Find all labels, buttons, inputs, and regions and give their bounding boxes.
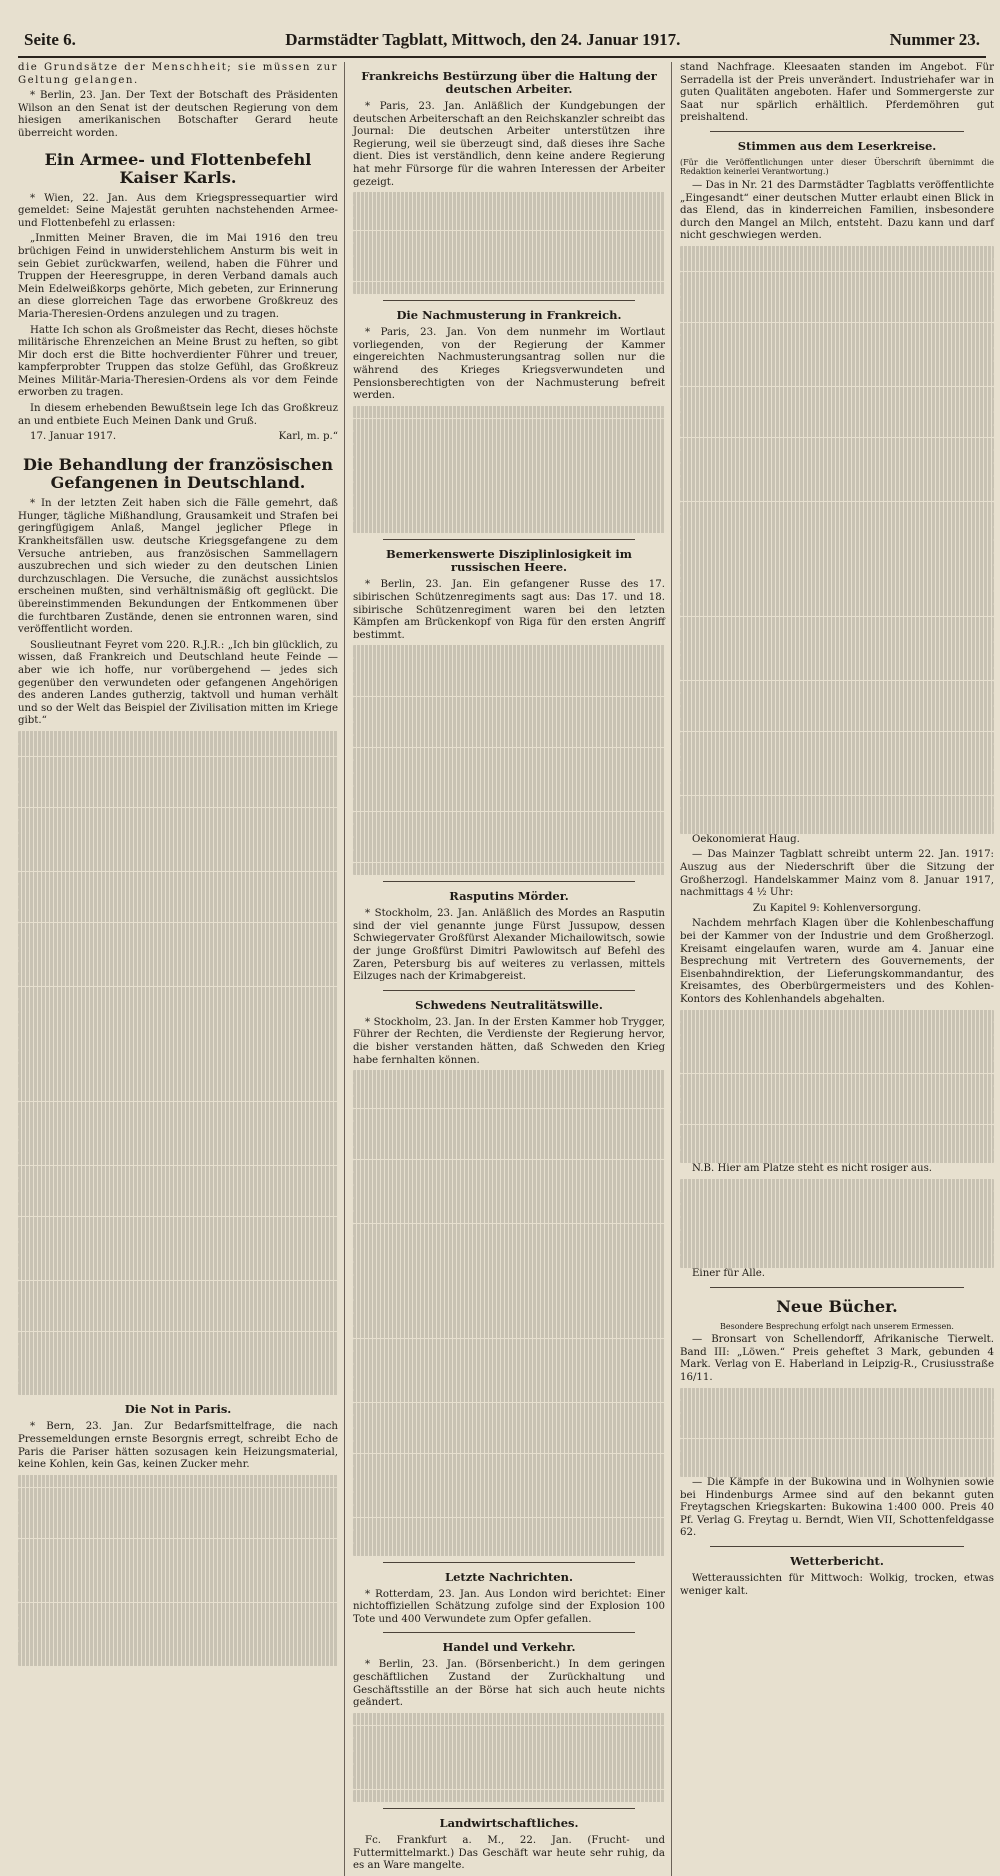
armee-paragraph-1: * Wien, 22. Jan. Aus dem Kriegspressequartier wird gemeldet: Seine Majestät geruhten nachstehenden Armee- und Flottenbefehl zu erlassen: <box>18 192 338 229</box>
heading-nachmusterung: Die Nachmusterung in Frankreich. <box>396 308 622 323</box>
heading-neue-buecher: Neue Bücher. <box>776 1296 898 1316</box>
einer-signature: Einer für Alle. <box>692 1268 765 1280</box>
paris-paragraph: * Bern, 23. Jan. Zur Bedarfsmittelfrage, die nach Pressemeldungen ernste Besorgnis erregt, schreibt Echo de Paris die Pariser hätten sozusagen kein Heizungsmaterial, keine Kohlen, kein Gas, keinen Zucker mehr. <box>18 1421 338 1471</box>
frankreich-body-continued <box>353 192 665 294</box>
heading-rasputins-moerder: Rasputins Mörder. <box>449 889 569 904</box>
issue-number: Nummer 23. <box>889 30 980 49</box>
heading-behandlung: Die Behandlung der französischen Gefangenen in Deutschland. <box>22 455 334 493</box>
buch-body-continued <box>680 1388 994 1477</box>
masthead <box>18 26 986 58</box>
col3-intro: stand Nachfrage. Kleesaaten standen im Angebot. Für Serradella ist der Preis unverändert. Industriehafer war in guten Qualitäten angeboten. Hafer und Sommergerste zur Saat nur spärlich erhältlich. Pferdemöhren gut preishaltend. <box>680 62 994 124</box>
kapitel-heading: Zu Kapitel 9: Kohlenversorgung. <box>752 902 922 914</box>
kohlen-body-continued <box>680 1010 994 1163</box>
heading-letzte-nachrichten: Letzte Nachrichten. <box>445 1569 573 1584</box>
heading-landwirtschaftliches: Landwirtschaftliches. <box>439 1816 579 1831</box>
mainz-paragraph: — Das Mainzer Tagblatt schreibt unterm 22. Jan. 1917: Auszug aus der Niederschrift über die Sitzung der Großherzogl. Handelskammer Mainz vom 8. Januar 1917, nachmittags 4 ½ Uhr: <box>680 849 994 899</box>
stimmen-body-continued <box>680 246 994 834</box>
column-1 <box>18 62 345 1876</box>
columns <box>18 62 994 1872</box>
col1-berlin-paragraph: * Berlin, 23. Jan. Der Text der Botschaft des Präsidenten Wilson an den Senat ist der deutschen Regierung von dem hiesigen amerikanischen Botschafter Gerard heute überreicht worden. <box>18 90 338 139</box>
heading-disziplinlosigkeit: Bemerkenswerte Disziplinlosigkeit im russischen Heere. <box>386 547 632 575</box>
buch-paragraph-2: — Die Kämpfe in der Bukowina und in Wolhynien sowie bei Hindenburgs Armee sind auf den bekannt guten Freytagschen Kriegskarten: Bukowina 1:400 000. Preis 40 Pf. Verlag G. Freytag u. Berndt, Wien VII, Schottenfeldgasse 62. <box>680 1476 994 1539</box>
heading-wetterbericht: Wetterbericht. <box>790 1553 884 1568</box>
disziplin-body-continued <box>353 645 665 875</box>
stimmen-signature: Oekonomierat Haug. <box>692 833 800 845</box>
heading-schweden: Schwedens Neutralitätswille. <box>415 997 603 1012</box>
behandlung-body-continued <box>18 731 338 1395</box>
page-number: Seite 6. <box>24 30 76 49</box>
handel-body-continued <box>353 1713 665 1802</box>
nb-paragraph: N.B. Hier am Platze steht es nicht rosiger aus. <box>692 1162 933 1174</box>
heading-not-in-paris: Die Not in Paris. <box>124 1402 232 1417</box>
stimmen-note: (Für die Veröffentlichungen unter dieser Überschrift übernimmt die Redaktion keinerlei Verantwortung.) <box>680 157 994 177</box>
kohlen-paragraph: Nachdem mehrfach Klagen über die Kohlenbeschaffung bei der Kammer von der Industrie und dem Großherzogl. Kreisamt eingelaufen waren, wurde am 4. Januar eine Besprechung mit Vertretern des Gouvernements, der Eisenbahndirektion, der Lieferungskommandantur, des Kreisamtes, des Oberbürgermeisters und des Kohlen-Kontors des Kohlenhandels abgehalten. <box>680 918 994 1005</box>
wetter-paragraph: Wetteraussichten für Mittwoch: Wolkig, trocken, etwas weniger kalt. <box>680 1572 994 1597</box>
handel-paragraph: * Berlin, 23. Jan. (Börsenbericht.) In dem geringen geschäftlichen Zustand der Zurückhaltung und Geschäftsstille an der Börse hat sich auch heute nichts geändert. <box>353 1659 665 1709</box>
stimmen-paragraph: — Das in Nr. 21 des Darmstädter Tagblatts veröffentlichte „Eingesandt“ einer deutschen Mutter erlaubt einen Blick in das Elend, das in kinderreichen Familien, insbesondere durch den Mangel an Milch, entsteht. Dazu kann und darf nicht geschwiegen werden. <box>680 179 994 242</box>
rasputin-paragraph: * Stockholm, 23. Jan. Anläßlich des Mordes an Rasputin sind der viel genannte junge Fürst Jussupow, dessen Schwiegervater Großfürst Alexander Michailowitsch, sowie der junge Großfürst Dimitri Pawlowitsch auf Befehl des Zaren, Petersburg bis auf weiteres zu verlassen, mittels Eilzuges nach der Krimabgereist. <box>353 908 665 983</box>
armee-paragraph-2: „Inmitten Meiner Braven, die im Mai 1916 den treu brüchigen Feind in unwiderstehlichem Ansturm bis weit in sein Gebiet zurückwarfen, weilend, haben die Führer und Truppen der Heeresgruppe, in deren Verband damals auch Mein Edelweißkorps gehörte, Mich gebeten, zur Erinnerung an diese glorreichen Tage das erworbene Großkreuz des Maria-Theresien-Ordens anzulegen und zu tragen. <box>18 233 338 320</box>
schweden-paragraph: * Stockholm, 23. Jan. In der Ersten Kammer hob Trygger, Führer der Rechten, die Verdienste der Regierung hervor, die bisher verstanden hätten, daß Schweden den Krieg habe fernhalten können. <box>353 1016 665 1066</box>
col1-intro: die Grundsätze der Menschheit; sie müssen zur Geltung gelangen. <box>18 62 338 86</box>
paris-body-continued <box>18 1475 338 1667</box>
column-2 <box>353 62 672 1876</box>
heading-frankreich-bestuerzung: Frankreichs Bestürzung über die Haltung der deutschen Arbeiter. <box>361 69 657 96</box>
buch-paragraph-1: — Bronsart von Schellendorff, Afrikanische Tierwelt. Band III: „Löwen.“ Preis geheftet 3 Mark, gebunden 4 Mark. Verlag von E. Haberland in Leipzig-R., Crusiusstraße 16/11. <box>680 1334 994 1383</box>
column-3 <box>680 62 1000 1876</box>
heading-stimmen-leserkreise: Stimmen aus dem Leserkreise. <box>737 138 937 153</box>
disziplin-paragraph: * Berlin, 23. Jan. Ein gefangener Russe des 17. sibirischen Schützenregiments sagt aus: Das 17. und 18. sibirische Schützenregiment waren bei den letzten Kämpfen am Brückenkopf von Riga für den ersten Angriff bestimmt. <box>353 579 665 641</box>
nachmusterung-paragraph: * Paris, 23. Jan. Von dem nunmehr im Wortlaut vorliegenden, von der Regierung der Kammer eingereichten Nachmusterungsantrag sollen nur die während des Krieges Kriegsverwundeten und Pensionsberechtigten von der Nachmusterung befreit werden. <box>353 327 665 402</box>
armee-paragraph-4: In diesem erhebenden Bewußtsein lege Ich das Großkreuz an und entbiete Euch Meinen Dank und Gruß. <box>18 403 338 427</box>
nachmusterung-body-continued <box>353 406 665 534</box>
buecher-note: Besondere Besprechung erfolgt nach unserem Ermessen. <box>720 1321 954 1331</box>
behandlung-paragraph-1: * In der letzten Zeit haben sich die Fälle gemehrt, daß Hunger, tägliche Mißhandlung, Grausamkeit und Strafen bei geringfügigem Anlaß, Mangel jeglicher Pflege in Krankheitsfällen usw. deutsche Kriegsgefangene zu dem Versuche antrieben, aus französischen Sammellagern auszubrechen und sich wieder zu den deutschen Linien durchzuschlagen. Die Versuche, die zunächst aussichtslos erscheinen mußten, sind verhältnismäßig oft geglückt. Die übereinstimmenden Bekundungen der Entkommenen über die furchtbaren Zustände, denen sie entronnen waren, sind veröffentlicht worden. <box>18 498 338 636</box>
heading-handel-verkehr: Handel und Verkehr. <box>442 1640 576 1655</box>
armee-signature: Karl, m. p.“ <box>278 431 338 443</box>
heading-armeebefehl: Ein Armee- und Flottenbefehl Kaiser Karls. <box>44 149 312 187</box>
frankreich-paragraph: * Paris, 23. Jan. Anläßlich der Kundgebungen der deutschen Arbeiterschaft an den Reichskanzler schreibt das Journal: Die deutschen Arbeiter unterstützen ihre Regierung, weil sie überzeugt sind, daß dieses ihre Sache dient. Dies ist verständlich, denn keine andere Regierung hat mehr Fürsorge für die wahren Interessen der Arbeiter gezeigt. <box>353 101 665 188</box>
behandlung-paragraph-2: Souslieutnant Feyret vom 220. R.J.R.: „Ich bin glücklich, zu wissen, daß Frankreich und Deutschland heute Feinde — aber wie ich hoffe, nur vorübergehend — jedes sich gegenüber den verwundeten oder gefangenen Angehörigen des anderen Landes gutherzig, taktvoll und human verhält und so der Welt das Beispiel der Zivilisation mitten im Kriege gibt.“ <box>18 639 338 727</box>
armee-dateline <box>18 431 338 446</box>
landwirt-paragraph: Fc. Frankfurt a. M., 22. Jan. (Frucht- und Futtermittelmarkt.) Das Geschäft war heute sehr ruhig, da es an Ware mangelte. <box>353 1835 665 1872</box>
armee-date: 17. Januar 1917. <box>30 431 117 443</box>
nb-body-continued <box>680 1179 994 1268</box>
schweden-body-continued <box>353 1070 665 1556</box>
newspaper-title-date: Darmstädter Tagblatt, Mittwoch, den 24. Januar 1917. <box>285 30 681 49</box>
armee-paragraph-3: Hatte Ich schon als Großmeister das Recht, dieses höchste militärische Ehrenzeichen an Meine Brust zu heften, so gibt Mir doch erst die Bitte hochverdienter Führer und treuer, kampferprobter Truppen das stolze Gefühl, das Großkreuz Meines Militär-Maria-Theresien-Ordens als vor dem Feinde erworben zu tragen. <box>18 324 338 399</box>
letzte-paragraph: * Rotterdam, 23. Jan. Aus London wird berichtet: Einer nichtoffiziellen Schätzung zufolge sind der Explosion 100 Tote und 400 Verwundete zum Opfer gefallen. <box>353 1588 665 1625</box>
